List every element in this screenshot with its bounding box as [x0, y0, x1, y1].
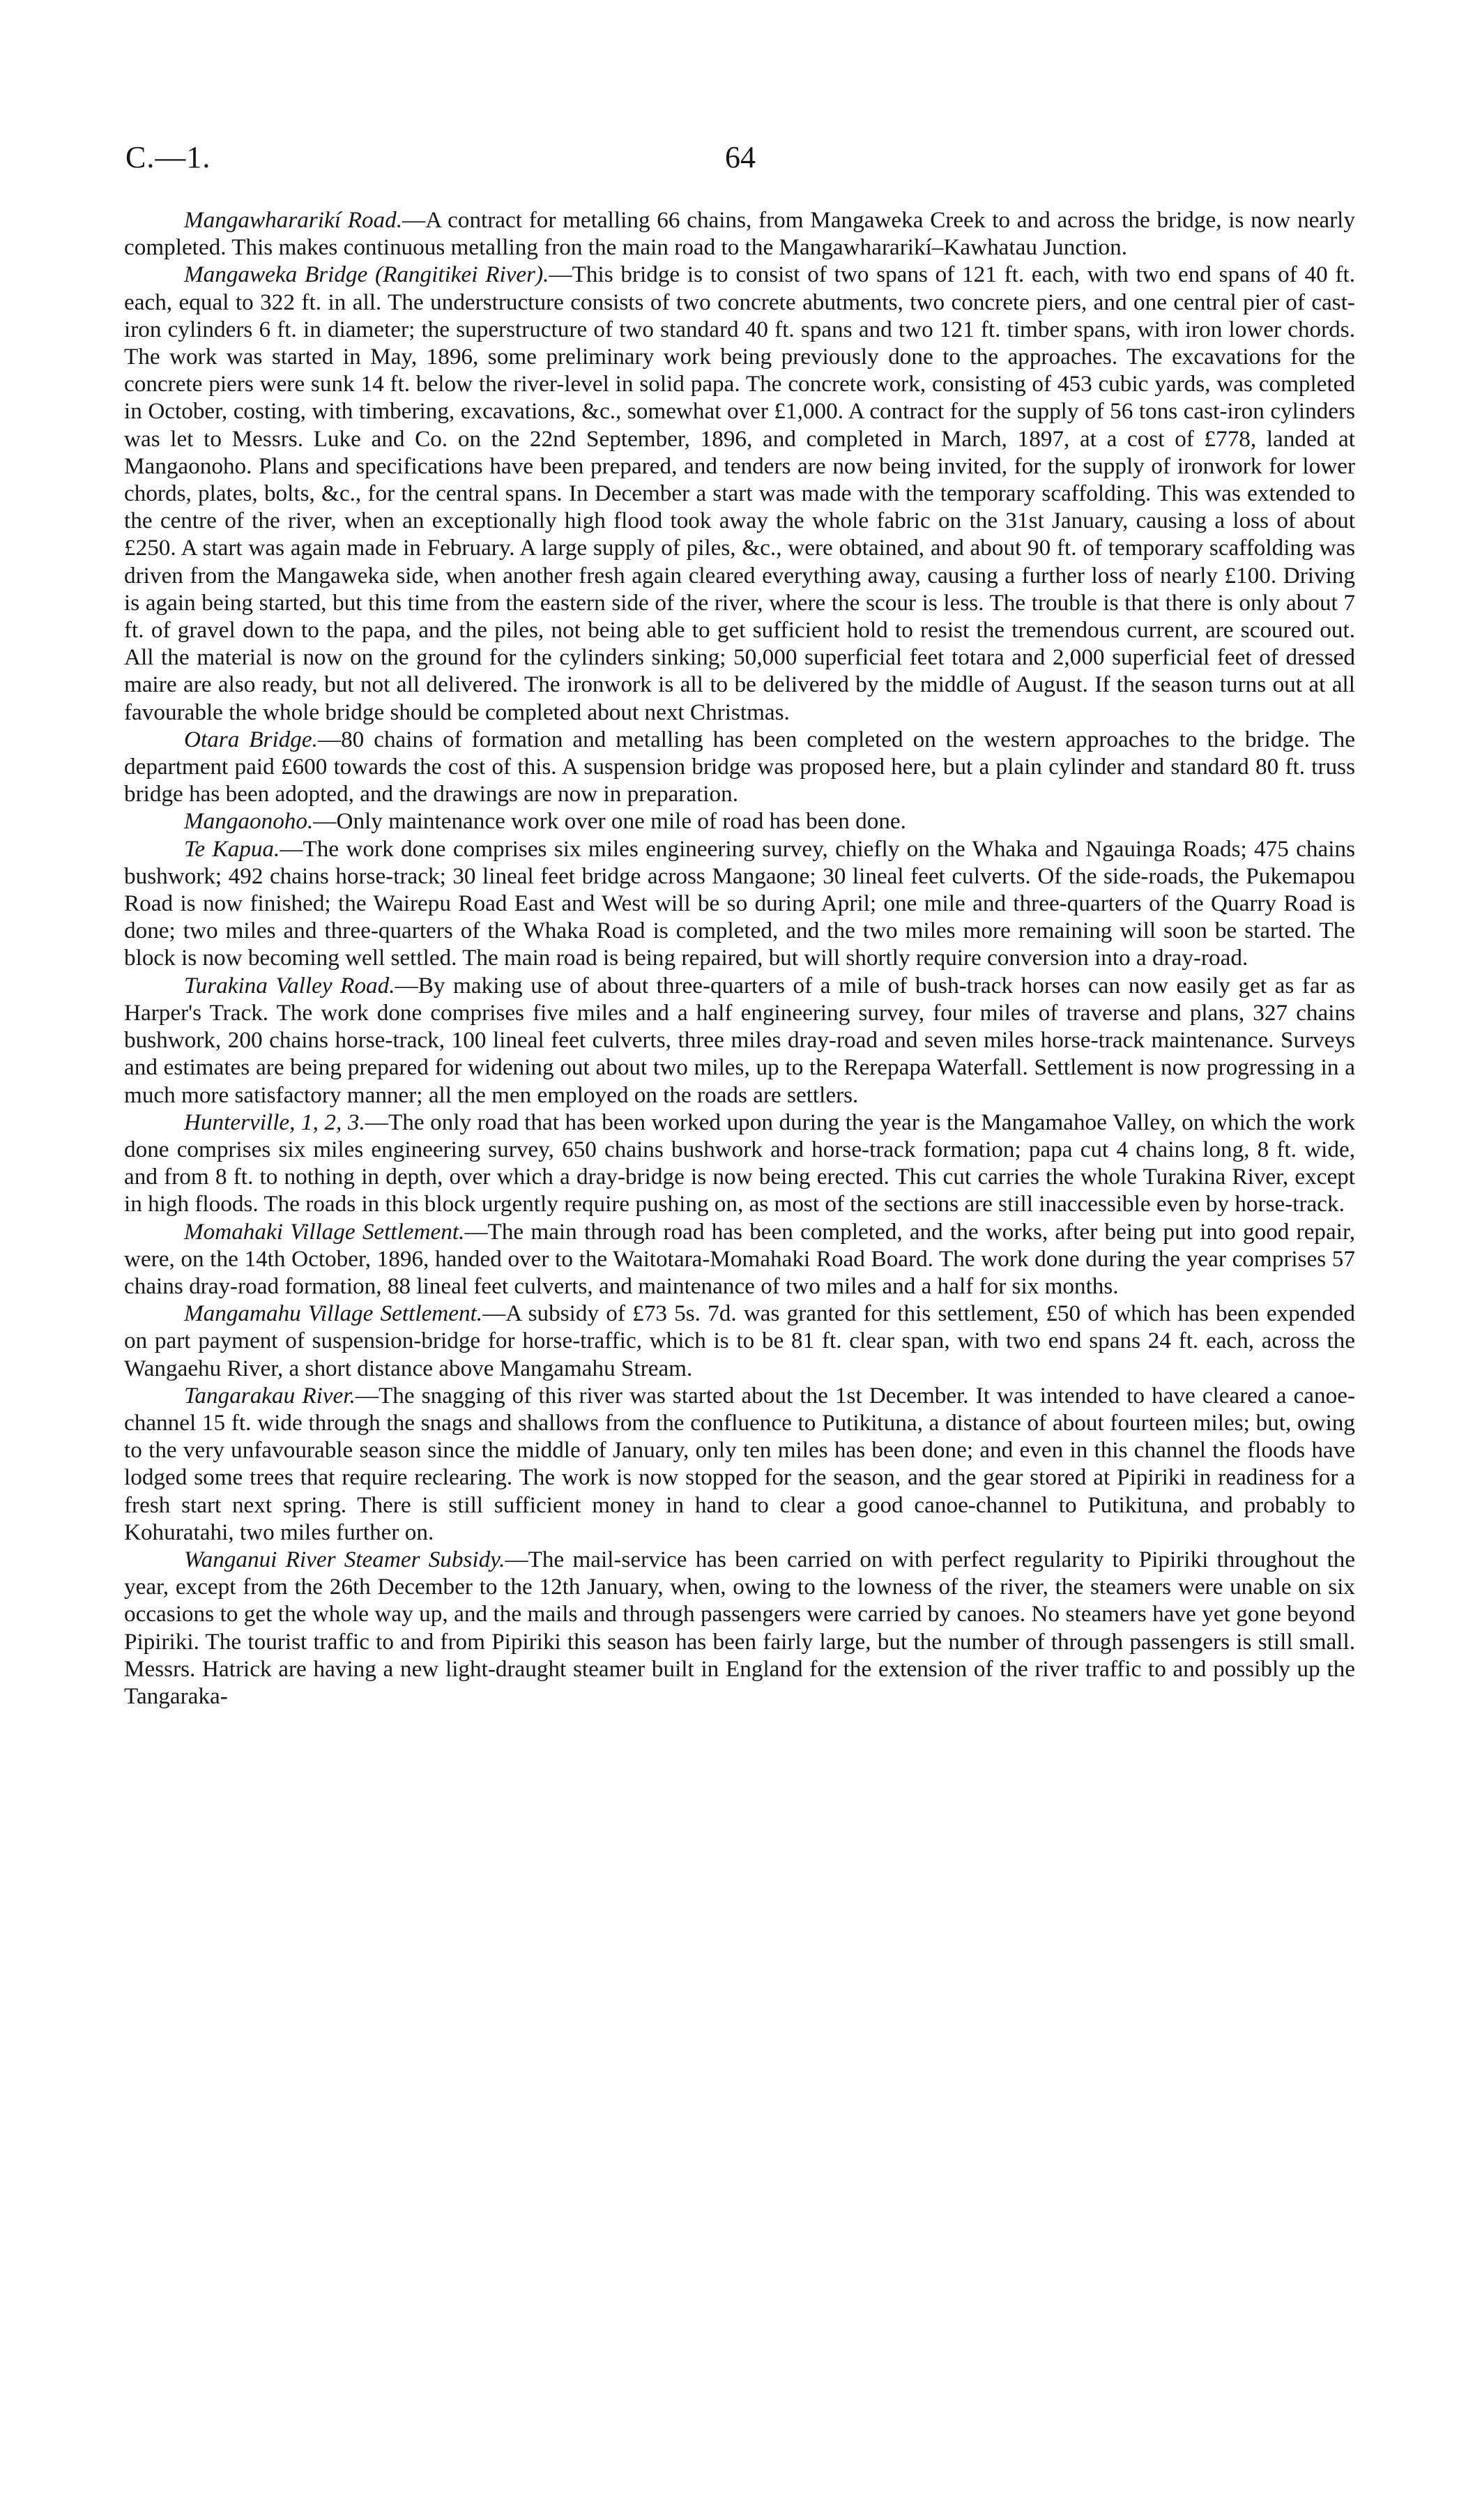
paragraph-mangaweka-bridge — [124, 261, 1355, 725]
paragraph-title: Tangarakau River. — [184, 1382, 356, 1409]
paragraph-momahaki-village-settlement — [124, 1218, 1355, 1300]
paragraph-hunterville — [124, 1109, 1355, 1218]
paragraph-title: Otara Bridge. — [184, 726, 318, 752]
paragraph-wanganui-river-steamer-subsidy — [124, 1546, 1355, 1710]
paragraph-mangaonoho — [124, 807, 1355, 835]
paragraph-title: Te Kapua. — [184, 835, 280, 862]
paragraph-title: Turakina Valley Road. — [184, 972, 395, 999]
paragraph-text: —A subsidy of £73 5s. 7d. was granted for this settlement, £50 of which has been expended on part payment of suspension-bridge for horse-traffic, which is to be 81 ft. clear span, with two end spans 24 ft. each, across the Wangaehu River, a short distance above Mangamahu Stream. — [124, 1300, 1355, 1381]
paragraph-tangarakau-river — [124, 1382, 1355, 1546]
paragraph-otara-bridge — [124, 726, 1355, 808]
paragraph-text: —The only road that has been worked upon during the year is the Mangamahoe Valley, on which the work done comprises six miles engineering survey, 650 chains bushwork and horse-track formation; papa cut 4 chains long, 8 ft. wide, and from 8 ft. to nothing in depth, over which a dray-bridge is now being erected. This cut carries the whole Turakina River, except in high floods. The roads in this block urgently require pushing on, as most of the sections are still inaccessible even by horse-track. — [124, 1109, 1355, 1217]
body-text — [124, 206, 1355, 1710]
paragraph-title: Mangaonoho. — [184, 808, 314, 835]
paragraph-text: —By making use of about three-quarters of a mile of bush-track horses can now easily get as far as Harper's Track. The work done comprises five miles and a half engineering survey, four miles of traverse and plans, 327 chains bushwork, 200 chains horse-track, 100 lineal feet culverts, three miles dray-road and seven miles horse-track maintenance. Surveys and estimates are being prepared for widening out about two miles, up to the Rerepapa Waterfall. Settlement is now progressing in a much more satisfactory manner; all the men employed on the roads are settlers. — [124, 972, 1356, 1108]
paragraph-text: —The work done comprises six miles engineering survey, chiefly on the Whaka and Ngauinga Roads; 475 chains bushwork; 492 chains horse-track; 30 lineal feet bridge across Mangaone; 30 lineal feet culverts. Of the side-roads, the Pukemapou Road is now finished; the Wairepu Road East and West will be so during April; one mile and three-quarters of the Quarry Road is done; two miles and three-quarters of the Whaka Road is completed, and the two miles more remaining will soon be started. The block is now becoming well settled. The main road is being repaired, but will shortly require conversion into a dray-road. — [124, 835, 1355, 971]
paragraph-text: —A contract for metalling 66 chains, from Mangaweka Creek to and across the bridge, is now nearly completed. This makes continuous metalling fron the main road to the Mangawhararikí–Kawhatau Junction. — [124, 207, 1355, 261]
paragraph-text: —The mail-service has been carried on with perfect regularity to Pipiriki throughout the year, except from the 26th December to the 12th January, when, owing to the lowness of the river, the steamers were unable on six occasions to get the whole way up, and the mails and through passengers were carried by canoes. No steamers have yet gone beyond Pipiriki. The tourist traffic to and from Pipiriki this season has been fairly large, but the number of through passengers is still small. Messrs. Hatrick are having a new light-draught steamer built in England for the extension of the river traffic to and possibly up the Tangaraka- — [124, 1546, 1355, 1709]
paragraph-turakina-valley-road — [124, 972, 1355, 1109]
paragraph-te-kapua — [124, 835, 1355, 972]
paragraph-title: Hunterville, 1, 2, 3. — [184, 1109, 365, 1135]
paragraph-text: —Only maintenance work over one mile of road has been done. — [313, 808, 906, 835]
paragraph-mangamahu-village-settlement — [124, 1300, 1355, 1382]
paragraph-title: Mangaweka Bridge (Rangitikei River). — [184, 261, 549, 288]
paragraph-text: —80 chains of formation and metalling has been completed on the western approaches to the bridge. The department paid £600 towards the cost of this. A suspension bridge was proposed here, but a plain cylinder and standard 80 ft. truss bridge has been adopted, and the drawings are now in preparation. — [124, 726, 1355, 807]
paragraph-title: Wanganui River Steamer Subsidy. — [184, 1546, 505, 1572]
paragraph-text: —The snagging of this river was started about the 1st December. It was intended to have cleared a canoe-channel 15 ft. wide through the snags and shallows from the confluence to Putikituna, a distance of about fourteen miles; but, owing to the very unfavourable season since the middle of January, only ten miles has been done; and even in this channel the floods have lodged some trees that require reclearing. The work is now stopped for the season, and the gear stored at Pipiriki in readiness for a fresh start next spring. There is still sufficient money in hand to clear a good canoe-channel to Putikituna, and probably to Kohuratahi, two miles further on. — [124, 1382, 1356, 1545]
page-number: 64 — [725, 140, 756, 174]
paragraph-text: —The main through road has been completed, and the works, after being put into good repair, were, on the 14th October, 1896, handed over to the Waitotara-Momahaki Road Board. The work done during the year comprises 57 chains dray-road formation, 88 lineal feet culverts, and maintenance of two miles and a half for six months. — [124, 1218, 1355, 1299]
paragraph-text: —This bridge is to consist of two spans of 121 ft. each, with two end spans of 40 ft. each, equal to 322 ft. in all. The understructure consists of two concrete abutments, two concrete piers, and one central pier of cast-iron cylinders 6 ft. in diameter; the superstructure of two standard 40 ft. spans and two 121 ft. timber spans, with iron lower chords. The work was started in May, 1896, some preliminary work being previously done to the approaches. The excavations for the concrete piers were sunk 14 ft. below the river-level in solid papa. The concrete work, consisting of 453 cubic yards, was completed in October, costing, with timbering, excavations, &c., somewhat over £1,000. A contract for the supply of 56 tons cast-iron cylinders was let to Messrs. Luke and Co. on the 22nd September, 1896, and completed in March, 1897, at a cost of £778, landed at Mangaonoho. Plans and specifications have been prepared, and tenders are now being invited, for the supply of ironwork for lower chords, plates, bolts, &c., for the central spans. In December a start was made with the temporary scaffolding. This was extended to the centre of the river, when an exceptionally high flood took away the whole fabric on the 31st January, causing a loss of about £250. A start was again made in February. A large supply of piles, &c., were obtained, and about 90 ft. of temporary scaffolding was driven from the Mangaweka side, when another fresh again cleared everything away, causing a further loss of nearly £100. Driving is again being started, but this time from the eastern side of the river, where the scour is less. The trouble is that there is only about 7 ft. of gravel down to the papa, and the piles, not being able to get sufficient hold to resist the tremendous current, are scoured out. All the material is now on the ground for the cylinders sinking; 50,000 superficial feet totara and 2,000 superficial feet of dressed maire are also ready, but not all delivered. The ironwork is all to be delivered by the middle of August. If the season turns out at all favourable the whole bridge should be completed about next Christmas. — [124, 261, 1356, 725]
page-header — [0, 137, 1482, 179]
paragraph-title: Mangamahu Village Settlement. — [184, 1300, 483, 1327]
paragraph-title: Mangawhararikí Road. — [184, 207, 403, 233]
paragraph-mangawhararikí-road — [124, 206, 1355, 261]
document-reference: C.—1. — [125, 140, 211, 174]
paragraph-title: Momahaki Village Settlement. — [184, 1218, 465, 1245]
